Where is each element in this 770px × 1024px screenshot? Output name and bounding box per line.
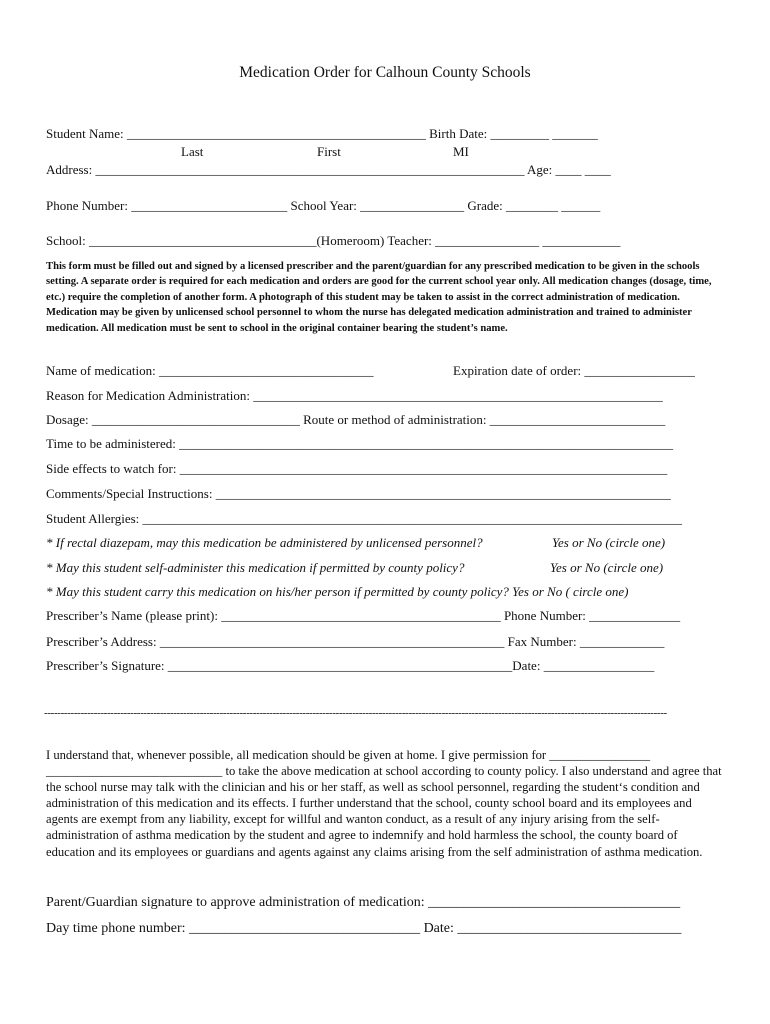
prescriber-signature-date-line: Prescriber’s Signature: _____________________________________________________Date: _________________ [46,658,655,673]
address-age-line: Address: __________________________________________________________________ Age: ____ ____ [46,162,611,177]
question-rectal-diazepam-answer: Yes or No (circle one) [552,535,666,550]
student-name-sublabel-last: Last [181,144,204,159]
question-self-administer: * May this student self-administer this medication if permitted by county policy? [46,560,465,575]
instructions-paragraph: This form must be filled out and signed by a licensed prescriber and the parent/guardian for any prescribed medication to be given in the schools setting. A separate order is required for each medication and orders are good for the current school year only. All medication changes (dosage, time, etc.) require the completion of another form. A photograph of this student may be taken to assist in the correct administration of medication. Medication may be given by unlicensed school personnel to whom the nurse has delegated medication administration and trained to administer medication. All medication must be sent to school in the original container bearing the student’s name. [46,261,712,334]
expiration-date-line: Expiration date of order: _________________ [453,363,695,378]
question-rectal-diazepam: * If rectal diazepam, may this medication be administered by unlicensed personnel? [46,535,483,550]
medication-name-line: Name of medication: _________________________________ [46,363,374,378]
allergies-line: Student Allergies: ___________________________________________________________________________________ [46,511,683,526]
dosage-route-line: Dosage: ________________________________ Route or method of administration: ___________________________ [46,412,666,427]
parent-consent-paragraph: I understand that, whenever possible, all medication should be given at home. I give permission for ________________ ____________________________ to take the above medication at school according to county policy. I also understand and agree that the school nurse may talk with the clinician and his or her staff, as well as school personnel, regarding the student‘s condition and administration of this medication and its effects. I further understand that the school, county school board and its employees and agents are exempt from any liability, except for willful and wanton conduct, as a result of any injury arising from the self-administration of asthma medication by the student and agree to indemnify and hold harmless the school, the county board of education and its employees or guardians and agents against any claims arising from the self administration of asthma medication. [46,748,722,859]
student-name-birthdate-line: Student Name: ______________________________________________ Birth Date: _________ _______ [46,126,598,141]
school-teacher-line: School: ___________________________________(Homeroom) Teacher: ________________ ____________ [46,233,621,248]
question-carry-medication: * May this student carry this medication on his/her person if permitted by county policy? Yes or No ( circle one) [46,584,629,599]
form-title: Medication Order for Calhoun County Schools [239,64,531,81]
student-name-sublabel-first: First [317,144,341,159]
prescriber-name-phone-line: Prescriber’s Name (please print): ___________________________________________ Phone Number: ______________ [46,608,681,623]
comments-line: Comments/Special Instructions: ______________________________________________________________________ [46,486,671,501]
section-divider: -------------------------------------------------------------------------------------------------------------------------------------------------------------------------------------------- [44,707,667,719]
reason-line: Reason for Medication Administration: _______________________________________________________________ [46,388,663,403]
time-administered-line: Time to be administered: ____________________________________________________________________________ [46,436,674,451]
side-effects-line: Side effects to watch for: ___________________________________________________________________________ [46,461,668,476]
phone-schoolyear-grade-line: Phone Number: ________________________ School Year: ________________ Grade: ________ ______ [46,198,601,213]
parent-signature-line: Parent/Guardian signature to approve administration of medication: ____________________________________ [46,895,681,910]
question-self-administer-answer: Yes or No (circle one) [550,560,664,575]
daytime-phone-date-line: Day time phone number: _________________________________ Date: ________________________________ [46,921,682,936]
student-name-sublabel-mi: MI [453,144,469,159]
prescriber-address-fax-line: Prescriber’s Address: _____________________________________________________ Fax Number: _____________ [46,634,665,649]
